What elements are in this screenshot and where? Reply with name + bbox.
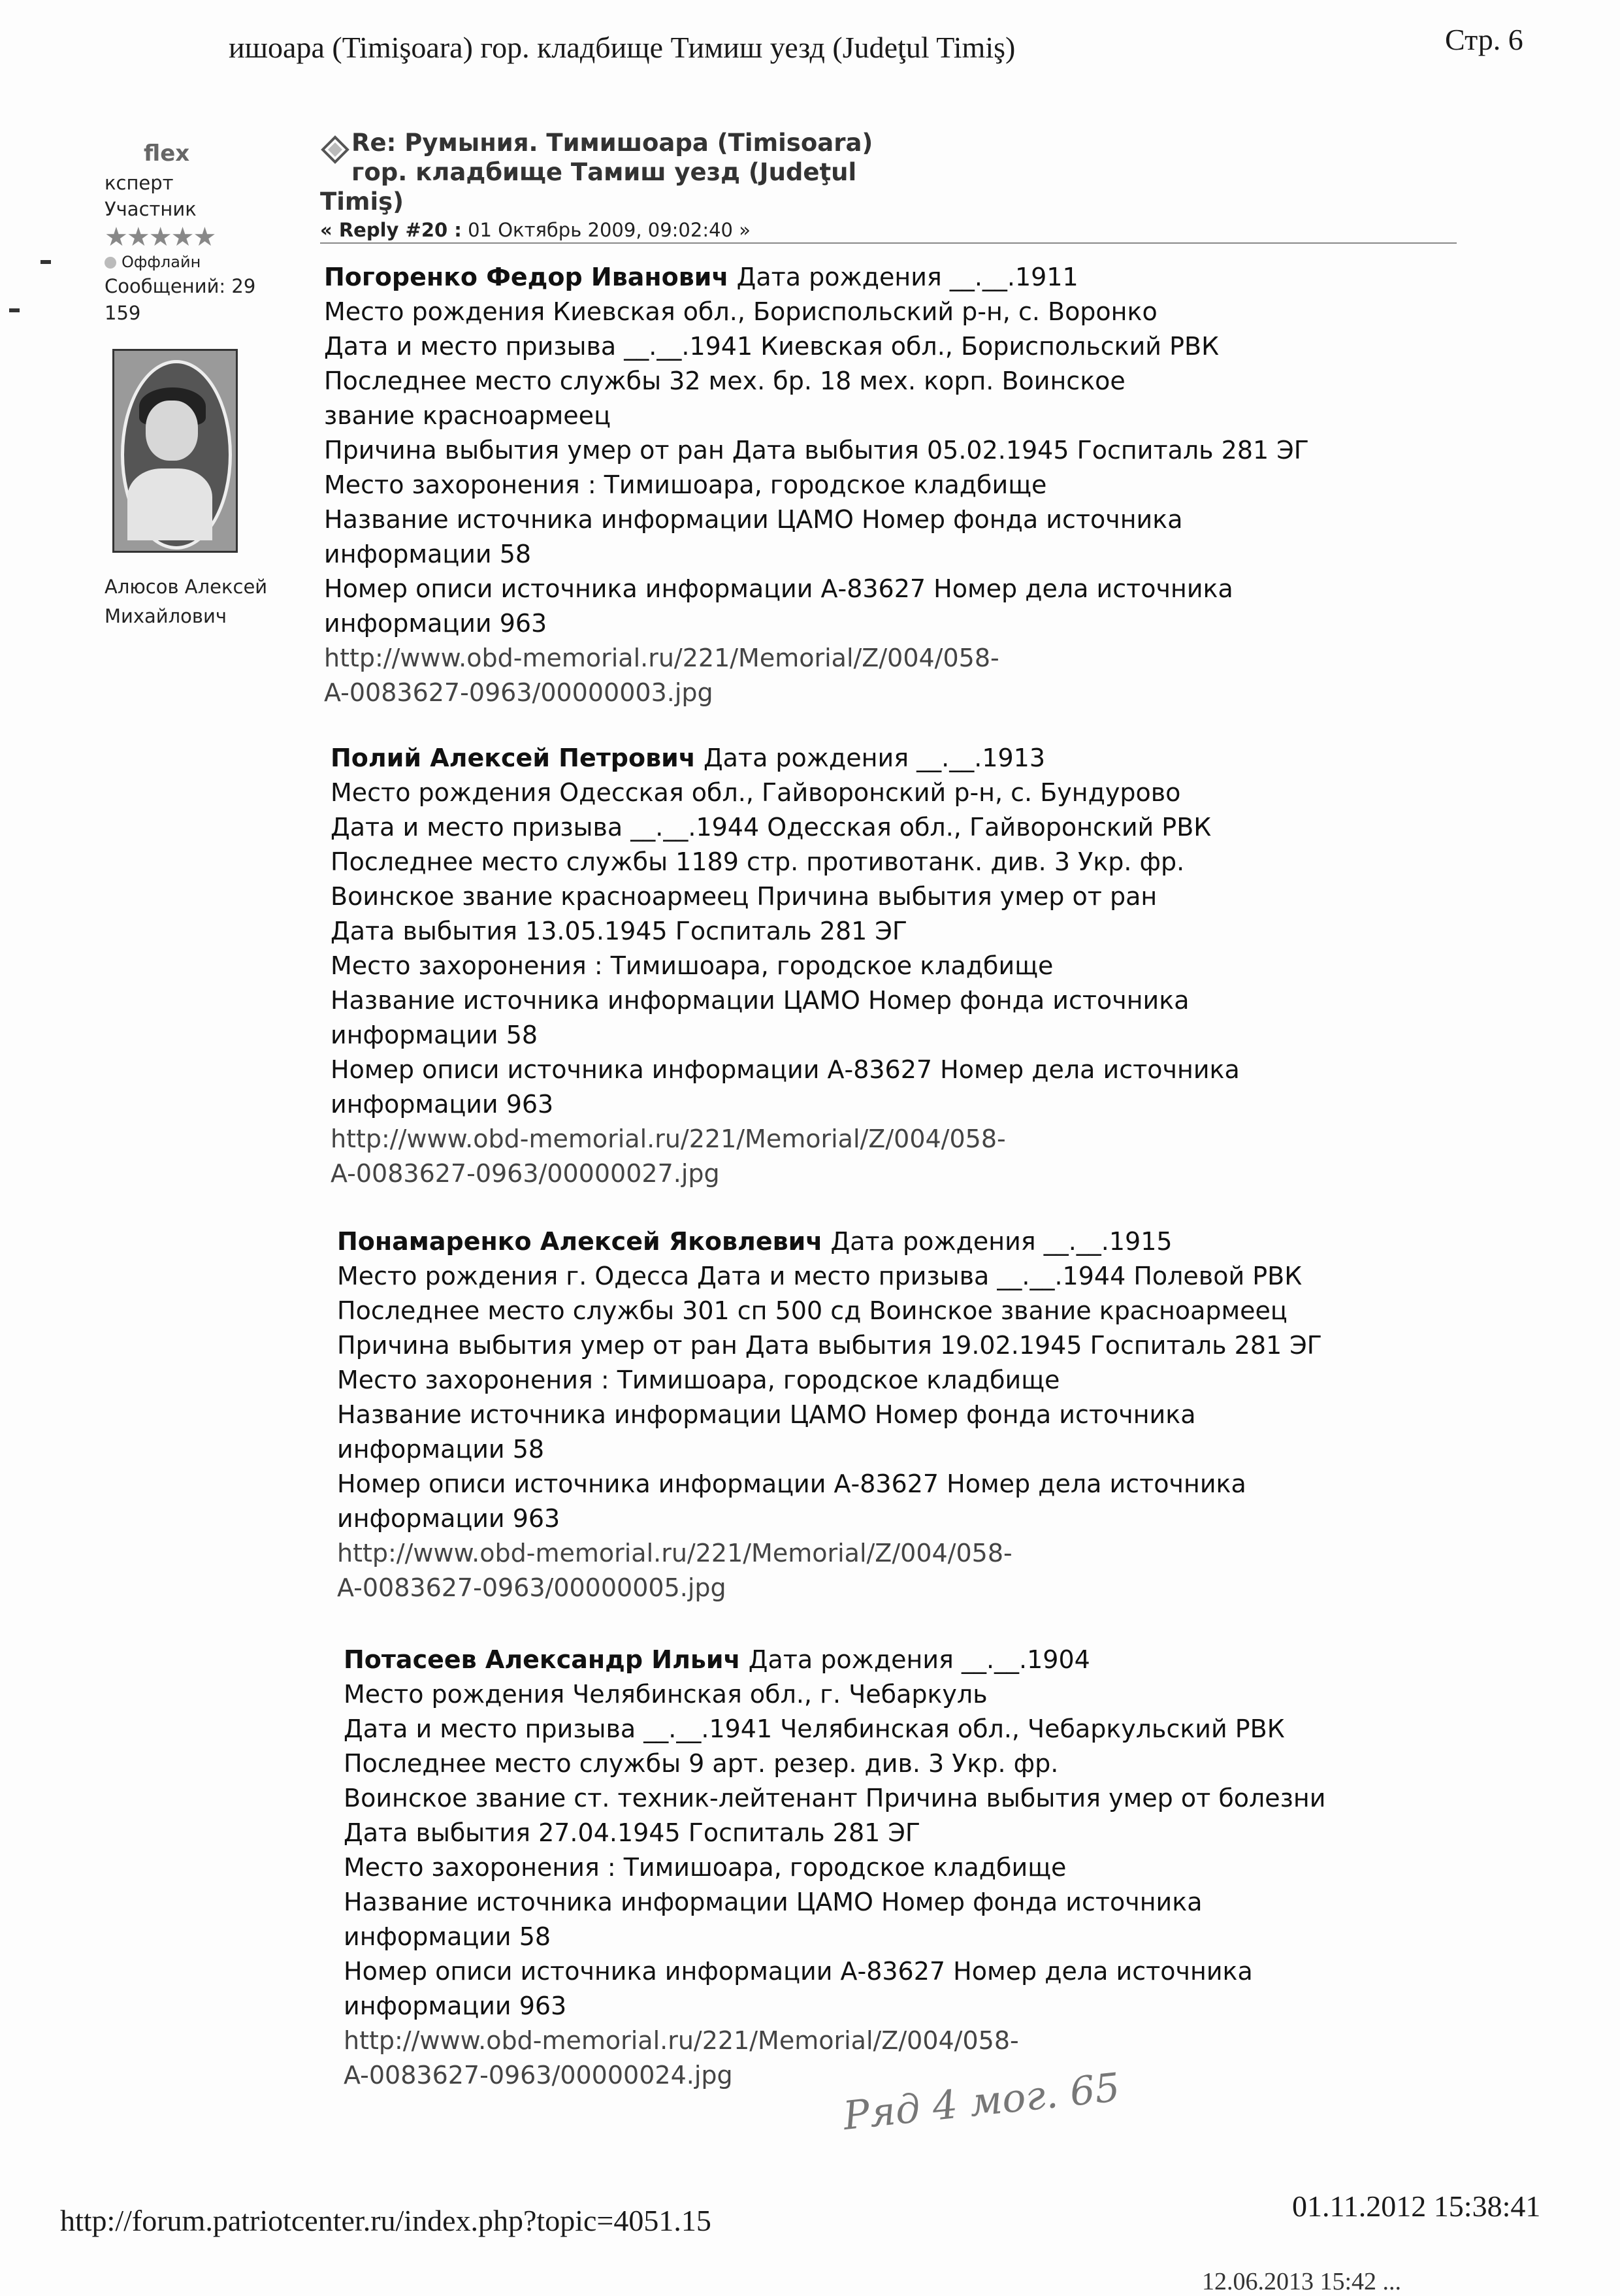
entry-first-line — [344, 1643, 1325, 1677]
entry-line: информации 963 — [337, 1504, 560, 1533]
entry-first-line — [331, 741, 1240, 776]
source-link[interactable]: A-0083627-0963/00000024.jpg — [344, 2061, 733, 2090]
avatar-caption-line: Алюсов Алексей — [105, 575, 268, 598]
post-title-line: Re: Румыния. Тимишоара (Timisoara) — [351, 129, 873, 157]
entry-line: Место захоронения : Тимишоара, городское кладбище — [337, 1366, 1060, 1394]
entry-line: Номер описи источника информации А-83627 Номер дела источника — [337, 1469, 1246, 1498]
post-count-label: Сообщений: 29 — [105, 275, 256, 298]
entry-line: Дата рождения __.__.1904 — [748, 1645, 1090, 1674]
entry-line: Воинское звание красноармеец Причина выбытия умер от ран — [331, 882, 1158, 911]
status-label: Оффлайн — [122, 252, 201, 271]
entry-line: информации 58 — [331, 1021, 538, 1049]
entry-line: информации 58 — [337, 1435, 545, 1464]
entry-line: Номер описи источника информации А-83627 Номер дела источника — [324, 574, 1233, 603]
entry-line: Последнее место службы 9 арт. резер. див. 3 Укр. фр. — [344, 1749, 1059, 1778]
entry-line: информации 963 — [344, 1992, 567, 2020]
soldier-entry — [324, 260, 1309, 710]
user-role: Участник — [105, 198, 197, 221]
entry-line: Воинское звание ст. техник-лейтенант Причина выбытия умер от болезни — [344, 1784, 1326, 1812]
page-header-title: ишоара (Timişoara) гор. кладбище Тимиш уезд (Judeţul Timiş) — [229, 31, 1016, 64]
entry-line: Место рождения Одесская обл., Гайворонский р-н, с. Бундурово — [331, 778, 1181, 807]
post-header — [320, 128, 1457, 244]
source-link[interactable]: A-0083627-0963/00000003.jpg — [324, 678, 713, 707]
entry-line: Название источника информации ЦАМО Номер фонда источника — [344, 1888, 1203, 1916]
source-link[interactable]: http://www.obd-memorial.ru/221/Memorial/Z/004/058- — [337, 1539, 1012, 1567]
entry-line: информации 58 — [344, 1922, 551, 1951]
entry-line: Дата выбытия 27.04.1945 Госпиталь 281 ЭГ — [344, 1818, 921, 1847]
scan-mark — [9, 308, 20, 312]
entry-line: Место рождения Челябинская обл., г. Чебаркуль — [344, 1680, 988, 1709]
entry-first-line — [324, 260, 1309, 295]
entry-line: Место захоронения : Тимишоара, городское кладбище — [344, 1853, 1067, 1882]
source-link[interactable]: A-0083627-0963/00000005.jpg — [337, 1573, 726, 1602]
cut-off-text: 12.06.2013 15:42 ... — [1202, 2268, 1402, 2295]
user-sidebar — [105, 139, 300, 631]
reply-number-link[interactable]: « Reply #20 : — [320, 219, 462, 242]
post-title-line: Timiş) — [320, 188, 404, 216]
entry-line: Последнее место службы 1189 стр. противотанк. див. 3 Укр. фр. — [331, 847, 1185, 876]
entry-line: информации 963 — [324, 609, 547, 638]
entry-line: Дата рождения __.__.1911 — [736, 263, 1078, 291]
entry-line: Название источника информации ЦАМО Номер фонда источника — [337, 1400, 1196, 1429]
source-link[interactable]: http://www.obd-memorial.ru/221/Memorial/Z/004/058- — [324, 644, 999, 672]
footer-datetime: 01.11.2012 15:38:41 — [1292, 2189, 1541, 2223]
avatar-caption-line: Михайлович — [105, 604, 227, 627]
entry-line: информации 963 — [331, 1090, 554, 1119]
soldier-name: Погоренко Федор Иванович — [324, 263, 729, 291]
handwritten-note: Ряд 4 мог. 65 — [841, 2064, 1122, 2140]
entry-line: Место захоронения : Тимишоара, городское кладбище — [331, 951, 1054, 980]
entry-line: Дата выбытия 13.05.1945 Госпиталь 281 ЭГ — [331, 917, 908, 945]
soldier-name: Понамаренко Алексей Яковлевич — [337, 1227, 823, 1256]
source-link[interactable]: http://www.obd-memorial.ru/221/Memorial/Z/004/058- — [344, 2026, 1019, 2055]
footer-url[interactable]: http://forum.patriotcenter.ru/index.php?topic=4051.15 — [60, 2204, 711, 2237]
user-rank: ксперт — [105, 171, 174, 194]
post-meta — [320, 219, 1457, 244]
offline-icon — [105, 257, 116, 269]
entry-line: Номер описи источника информации А-83627 Номер дела источника — [344, 1957, 1253, 1986]
entry-line: Номер описи источника информации А-83627 Номер дела источника — [331, 1055, 1240, 1084]
rating-stars-icon: ★★★★★ — [105, 221, 216, 252]
entry-line: Дата и место призыва __.__.1944 Одесская обл., Гайворонский РВК — [331, 813, 1212, 842]
online-status — [105, 252, 300, 274]
soldier-entry — [337, 1224, 1322, 1605]
post-title-line: гор. кладбище Тамиш уезд (Judeţul — [351, 158, 857, 187]
entry-line: Дата рождения __.__.1915 — [830, 1227, 1173, 1256]
avatar-caption — [105, 572, 300, 631]
entry-line: Название источника информации ЦАМО Номер фонда источника — [331, 986, 1190, 1015]
entry-line: Последнее место службы 32 мех. бр. 18 мех. корп. Воинское — [324, 367, 1126, 395]
entry-line: Причина выбытия умер от ран Дата выбытия 05.02.1945 Госпиталь 281 ЭГ — [324, 436, 1309, 465]
source-link[interactable]: http://www.obd-memorial.ru/221/Memorial/Z/004/058- — [331, 1124, 1006, 1153]
entry-line: Место рождения Киевская обл., Бориспольский р-н, с. Воронко — [324, 297, 1158, 326]
post-count-value: 159 — [105, 301, 141, 324]
entry-line: Место рождения г. Одесса Дата и место призыва __.__.1944 Полевой РВК — [337, 1262, 1303, 1290]
post-title[interactable] — [320, 128, 1031, 216]
entry-line: Название источника информации ЦАМО Номер фонда источника — [324, 505, 1183, 534]
avatar[interactable] — [112, 349, 238, 553]
entry-line: Дата и место призыва __.__.1941 Челябинская обл., Чебаркульский РВК — [344, 1714, 1285, 1743]
source-link[interactable]: A-0083627-0963/00000027.jpg — [331, 1159, 720, 1188]
entry-line: звание красноармеец — [324, 401, 611, 430]
entry-line: Место захоронения : Тимишоара, городское кладбище — [324, 470, 1047, 499]
entry-first-line — [337, 1224, 1322, 1259]
entry-line: Причина выбытия умер от ран Дата выбытия 19.02.1945 Госпиталь 281 ЭГ — [337, 1331, 1322, 1360]
post-icon — [320, 135, 350, 165]
soldier-name: Потасеев Александр Ильич — [344, 1645, 741, 1674]
soldier-entry — [344, 1643, 1325, 2093]
entry-line: Последнее место службы 301 сп 500 сд Воинское звание красноармеец — [337, 1296, 1288, 1325]
scan-mark — [40, 260, 51, 264]
page-number: Стр. 6 — [1445, 23, 1523, 56]
post-date: 01 Октябрь 2009, 09:02:40 » — [468, 219, 751, 242]
username[interactable]: flex — [144, 140, 190, 167]
soldier-entry — [331, 741, 1240, 1191]
soldier-name: Полий Алексей Петрович — [331, 744, 696, 772]
entry-line: Дата и место призыва __.__.1941 Киевская обл., Бориспольский РВК — [324, 332, 1220, 361]
entry-line: Дата рождения __.__.1913 — [703, 744, 1046, 772]
entry-line: информации 58 — [324, 540, 532, 568]
